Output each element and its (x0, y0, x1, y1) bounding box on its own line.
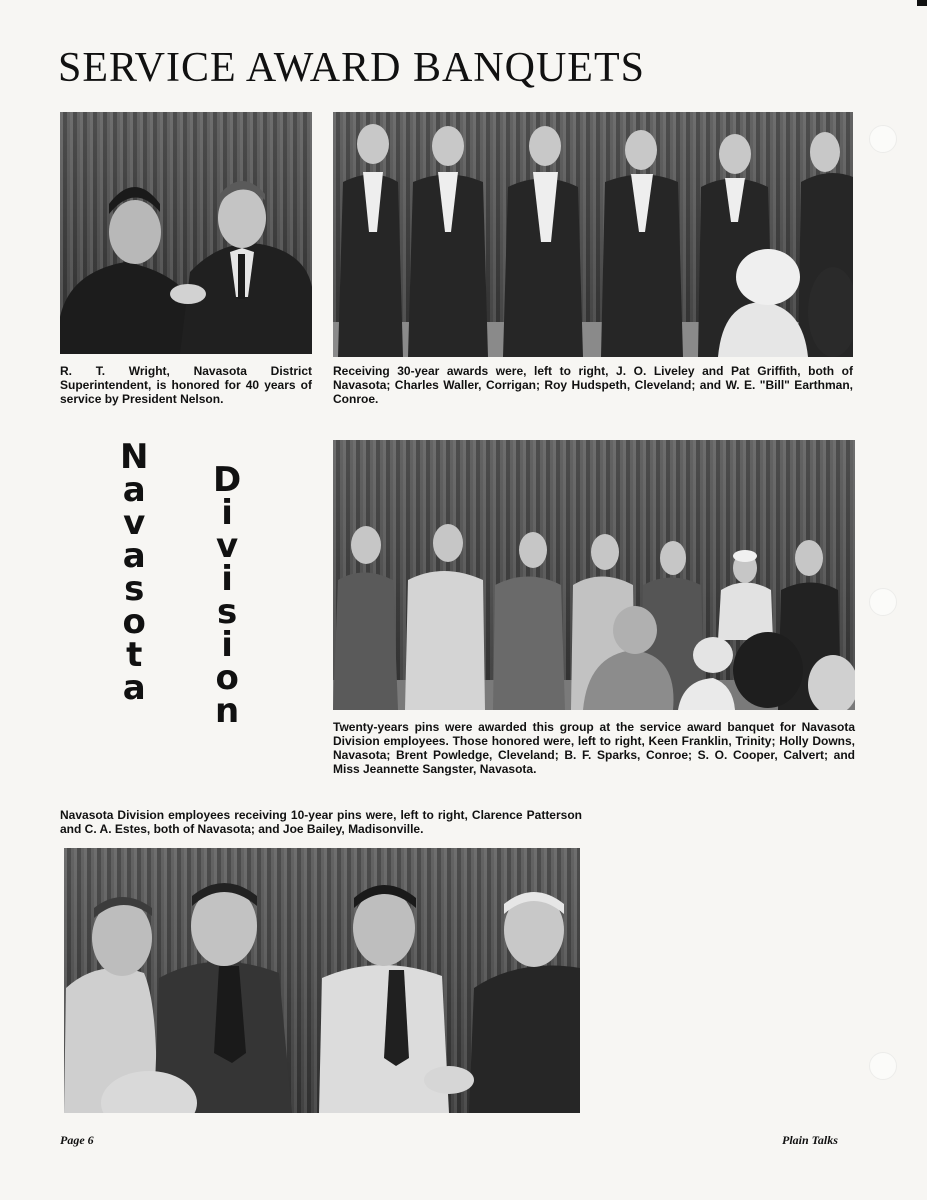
thirty-year-photo (333, 112, 853, 357)
twenty-year-photo (333, 440, 855, 710)
division-letter: i (221, 493, 233, 533)
page-number: Page 6 (60, 1133, 94, 1147)
wright-photo (60, 112, 312, 354)
division-letter: i (221, 559, 233, 599)
page-edge-mark (917, 0, 927, 6)
division-letter: D (213, 460, 242, 500)
division-letter: a (122, 536, 146, 576)
division-letter: N (120, 437, 149, 477)
division-letter: a (122, 668, 146, 708)
division-letter: v (216, 526, 239, 566)
ten-year-photo (64, 848, 580, 1113)
wright-caption: R. T. Wright, Navasota District Superintendent, is honored for 40 years of service by President Nelson. (60, 364, 312, 406)
division-letter: t (126, 635, 143, 675)
division-letter: v (123, 503, 146, 543)
twenty-year-caption: Twenty-years pins were awarded this group at the service award banquet for Navasota Division employees. Those honored were, left to right, Keen Franklin, Trinity; Holly Downs, Navasota; Brent Powledge, Cleveland; B. F. Sparks, Conroe; S. O. Cooper, Calvert; and Miss Jeannette Sangster, Navasota. (333, 720, 855, 776)
ten-year-caption: Navasota Division employees receiving 10-year pins were, left to right, Clarence Patterson and C. A. Estes, both of Navasota; and Joe Bailey, Madisonville. (60, 808, 582, 836)
division-letter: s (216, 592, 238, 632)
division-letter: s (124, 569, 145, 609)
punch-hole-bottom (869, 1052, 897, 1080)
division-letter: o (122, 602, 146, 642)
publication-name: Plain Talks (782, 1133, 838, 1147)
division-letter: i (221, 625, 233, 665)
division-label-division (213, 460, 242, 731)
division-letter: o (215, 658, 239, 698)
page-headline: SERVICE AWARD BANQUETS (58, 45, 645, 91)
punch-hole-top (869, 125, 897, 153)
division-label-navasota (120, 437, 149, 708)
division-letter: a (122, 470, 146, 510)
division-letter: n (215, 691, 240, 731)
punch-hole-middle (869, 588, 897, 616)
thirty-year-caption: Receiving 30-year awards were, left to right, J. O. Liveley and Pat Griffith, both of Navasota; Charles Waller, Corrigan; Roy Hudspeth, Cleveland; and W. E. "Bill" Earthman, Conroe. (333, 364, 853, 406)
